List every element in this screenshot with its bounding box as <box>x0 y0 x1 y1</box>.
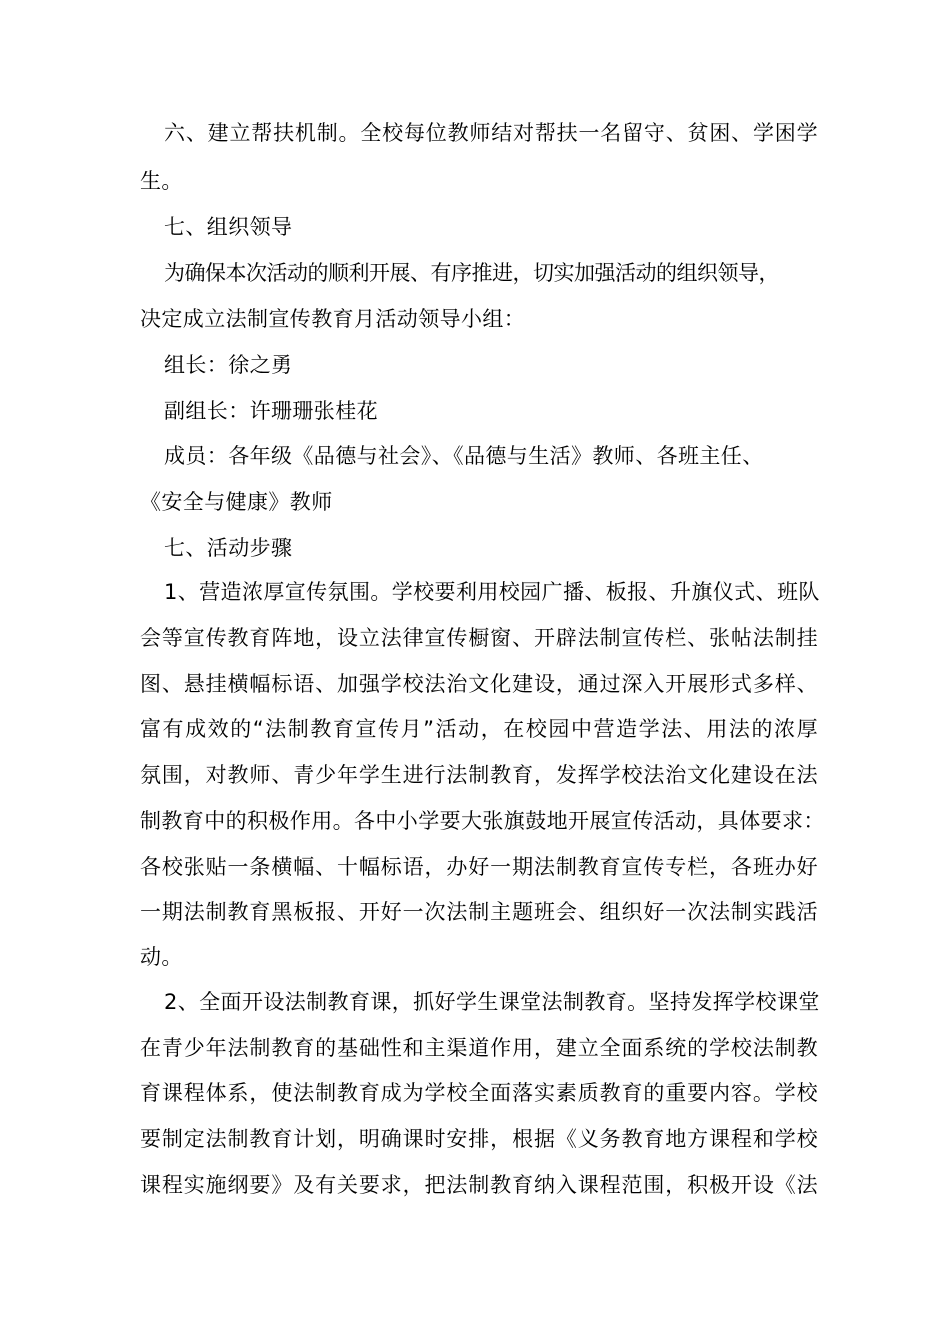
group-leader: 组长：徐之勇 <box>164 353 293 377</box>
members-line-1: 成员：各年级《品德与社会》、《品德与生活》教师、各班主任、 <box>164 444 764 468</box>
step-one-line-4: 富有成效的“法制教育宣传月”活动，在校园中营造学法、用法的浓厚 <box>140 717 818 741</box>
step-one-line-6: 制教育中的积极作用。各中小学要大张旗鼓地开展宣传活动，具体要求： <box>140 809 825 833</box>
leadership-intro-line-2: 决定成立法制宣传教育月活动领导小组： <box>140 307 526 331</box>
step-two-line-5: 课程实施纲要》及有关要求，把法制教育纳入课程范围，积极开设《法 <box>140 1173 818 1197</box>
step-two-line-4: 要制定法制教育计划，明确课时安排，根据《义务教育地方课程和学校 <box>140 1127 818 1151</box>
heading-activity-steps: 七、活动步骤 <box>164 536 293 560</box>
step-one-line-2: 会等宣传教育阵地，设立法律宣传橱窗、开辟法制宣传栏、张帖法制挂 <box>140 626 818 650</box>
deputy-group-leader: 副组长：许珊珊张桂花 <box>164 399 378 423</box>
paragraph-six-line-1: 六、建立帮扶机制。全校每位教师结对帮扶一名留守、贫困、学困学 <box>164 121 818 145</box>
step-one-line-8: 一期法制教育黑板报、开好一次法制主题班会、组织好一次法制实践活 <box>140 900 818 924</box>
leadership-intro-line-1: 为确保本次活动的顺利开展、有序推进，切实加强活动的组织领导， <box>164 261 779 285</box>
heading-organization-leadership: 七、组织领导 <box>164 215 293 239</box>
step-two-line-3: 育课程体系，使法制教育成为学校全面落实素质教育的重要内容。学校 <box>140 1081 818 1105</box>
step-one-line-1: 1、营造浓厚宣传氛围。学校要利用校园广播、板报、升旗仪式、班队 <box>164 580 820 604</box>
members-line-2: 《安全与健康》教师 <box>140 490 333 514</box>
paragraph-six-line-2: 生。 <box>140 169 183 193</box>
step-one-line-9: 动。 <box>140 945 183 969</box>
step-one-line-3: 图、悬挂横幅标语、加强学校法治文化建设，通过深入开展形式多样、 <box>140 672 818 696</box>
step-two-line-2: 在青少年法制教育的基础性和主渠道作用，建立全面系统的学校法制教 <box>140 1036 818 1060</box>
step-one-line-7: 各校张贴一条横幅、十幅标语，办好一期法制教育宣传专栏，各班办好 <box>140 855 818 879</box>
step-two-line-1: 2、全面开设法制教育课，抓好学生课堂法制教育。坚持发挥学校课堂 <box>164 990 820 1014</box>
step-one-line-5: 氛围，对教师、青少年学生进行法制教育，发挥学校法治文化建设在法 <box>140 763 818 787</box>
